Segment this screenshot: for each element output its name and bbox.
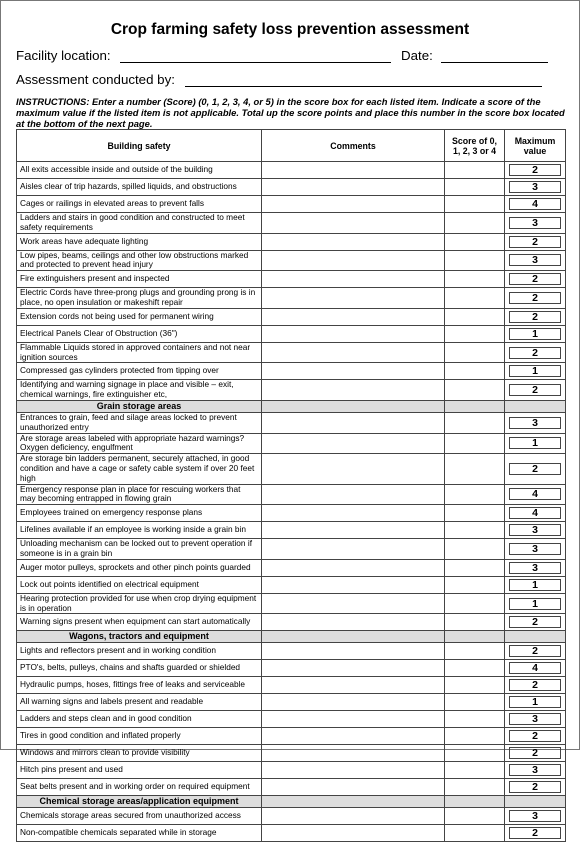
table-row	[17, 762, 566, 779]
comment-cell[interactable]	[262, 162, 445, 179]
item-text: Hearing protection provided for use when crop drying equipment is in operation	[17, 593, 262, 614]
max-value-cell	[505, 643, 566, 660]
max-value: 3	[509, 524, 561, 536]
facility-label: Facility location:	[16, 48, 111, 63]
max-value-cell	[505, 484, 566, 505]
max-value-cell	[505, 728, 566, 745]
comment-cell[interactable]	[262, 762, 445, 779]
header-building-safety: Building safety	[17, 130, 262, 162]
section-empty-cell	[505, 631, 566, 643]
comment-cell[interactable]	[262, 484, 445, 505]
table-row	[17, 271, 566, 288]
table-row	[17, 412, 566, 433]
comment-cell[interactable]	[262, 660, 445, 677]
score-cell[interactable]	[445, 342, 505, 363]
max-value-cell	[505, 677, 566, 694]
item-text: Low pipes, beams, ceilings and other low obstructions marked and protected to prevent head injury	[17, 250, 262, 271]
score-cell[interactable]	[445, 825, 505, 842]
table-row	[17, 660, 566, 677]
max-value: 3	[509, 713, 561, 725]
item-text: Warning signs present when equipment can start automatically	[17, 614, 262, 631]
comment-cell[interactable]	[262, 179, 445, 196]
max-value-cell	[505, 342, 566, 363]
max-value: 2	[509, 311, 561, 323]
max-value: 1	[509, 437, 561, 449]
comment-cell[interactable]	[262, 196, 445, 213]
score-cell[interactable]	[445, 643, 505, 660]
item-text: Lock out points identified on electrical equipment	[17, 576, 262, 593]
table-row	[17, 593, 566, 614]
max-value: 3	[509, 181, 561, 193]
conducted-row	[16, 72, 542, 87]
max-value-cell	[505, 779, 566, 796]
table-row	[17, 694, 566, 711]
score-cell[interactable]	[445, 505, 505, 522]
score-cell[interactable]	[445, 779, 505, 796]
max-value: 2	[509, 616, 561, 628]
score-cell[interactable]	[445, 454, 505, 484]
comment-cell[interactable]	[262, 412, 445, 433]
table-row	[17, 288, 566, 309]
item-text: All warning signs and labels present and readable	[17, 694, 262, 711]
max-value: 2	[509, 463, 561, 475]
max-value: 4	[509, 507, 561, 519]
item-text: Hitch pins present and used	[17, 762, 262, 779]
score-cell[interactable]	[445, 614, 505, 631]
max-value-cell	[505, 522, 566, 539]
max-value-cell	[505, 614, 566, 631]
item-text: Are storage bin ladders permanent, securely attached, in good condition and have a cage or safety cable system if over 20 feet high	[17, 454, 262, 484]
comment-cell[interactable]	[262, 593, 445, 614]
comment-cell[interactable]	[262, 711, 445, 728]
max-value: 2	[509, 781, 561, 793]
table-row	[17, 539, 566, 560]
score-cell[interactable]	[445, 728, 505, 745]
max-value: 3	[509, 254, 561, 266]
comment-cell[interactable]	[262, 271, 445, 288]
item-text: Auger motor pulleys, sprockets and other pinch points guarded	[17, 559, 262, 576]
comment-cell[interactable]	[262, 325, 445, 342]
score-cell[interactable]	[445, 593, 505, 614]
section-header-row	[17, 400, 566, 412]
header-comments: Comments	[262, 130, 445, 162]
date-input-line[interactable]	[441, 48, 548, 63]
max-value-cell	[505, 162, 566, 179]
max-value-cell	[505, 505, 566, 522]
item-text: Seat belts present and in working order on required equipment	[17, 779, 262, 796]
section-empty-cell	[445, 400, 505, 412]
score-cell[interactable]	[445, 522, 505, 539]
table-row	[17, 162, 566, 179]
item-text: Employees trained on emergency response plans	[17, 505, 262, 522]
max-value-cell	[505, 380, 566, 401]
score-cell[interactable]	[445, 576, 505, 593]
comment-cell[interactable]	[262, 745, 445, 762]
comment-cell[interactable]	[262, 522, 445, 539]
section-empty-cell	[262, 631, 445, 643]
comment-cell[interactable]	[262, 728, 445, 745]
table-row	[17, 179, 566, 196]
max-value: 2	[509, 384, 561, 396]
item-text: Emergency response plan in place for rescuing workers that may becoming entrapped in flowing grain	[17, 484, 262, 505]
item-text: Chemicals storage areas secured from unauthorized access	[17, 808, 262, 825]
score-cell[interactable]	[445, 762, 505, 779]
comment-cell[interactable]	[262, 454, 445, 484]
max-value-cell	[505, 213, 566, 234]
max-value: 3	[509, 217, 561, 229]
conducted-label: Assessment conducted by:	[16, 72, 175, 87]
comment-cell[interactable]	[262, 677, 445, 694]
comment-cell[interactable]	[262, 825, 445, 842]
score-cell[interactable]	[445, 711, 505, 728]
score-cell[interactable]	[445, 484, 505, 505]
max-value: 2	[509, 236, 561, 248]
item-text: Hydraulic pumps, hoses, fittings free of leaks and serviceable	[17, 677, 262, 694]
comment-cell[interactable]	[262, 342, 445, 363]
table-row	[17, 325, 566, 342]
max-value: 2	[509, 347, 561, 359]
max-value-cell	[505, 660, 566, 677]
table-row	[17, 711, 566, 728]
max-value-cell	[505, 233, 566, 250]
comment-cell[interactable]	[262, 363, 445, 380]
table-row	[17, 576, 566, 593]
section-header-row	[17, 796, 566, 808]
comment-cell[interactable]	[262, 559, 445, 576]
max-value-cell	[505, 593, 566, 614]
max-value: 2	[509, 747, 561, 759]
table-row	[17, 559, 566, 576]
table-row	[17, 643, 566, 660]
max-value: 1	[509, 598, 561, 610]
table-row	[17, 522, 566, 539]
max-value-cell	[505, 559, 566, 576]
score-cell[interactable]	[445, 271, 505, 288]
max-value-cell	[505, 412, 566, 433]
item-text: Windows and mirrors clean to provide visibility	[17, 745, 262, 762]
score-cell[interactable]	[445, 213, 505, 234]
score-cell[interactable]	[445, 677, 505, 694]
table-row	[17, 779, 566, 796]
assessment-table	[16, 129, 566, 842]
table-row	[17, 380, 566, 401]
score-cell[interactable]	[445, 808, 505, 825]
comment-cell[interactable]	[262, 213, 445, 234]
max-value: 4	[509, 662, 561, 674]
max-value-cell	[505, 363, 566, 380]
item-text: Non-compatible chemicals separated while in storage	[17, 825, 262, 842]
comment-cell[interactable]	[262, 779, 445, 796]
item-text: Extension cords not being used for permanent wiring	[17, 308, 262, 325]
max-value-cell	[505, 539, 566, 560]
max-value-cell	[505, 762, 566, 779]
section-empty-cell	[505, 796, 566, 808]
table-row	[17, 454, 566, 484]
max-value-cell	[505, 288, 566, 309]
max-value: 1	[509, 579, 561, 591]
item-text: Aisles clear of trip hazards, spilled liquids, and obstructions	[17, 179, 262, 196]
header-maximum-value: Maximum value	[505, 130, 566, 162]
max-value-cell	[505, 454, 566, 484]
comment-cell[interactable]	[262, 505, 445, 522]
table-row	[17, 808, 566, 825]
section-empty-cell	[445, 631, 505, 643]
max-value: 2	[509, 164, 561, 176]
max-value-cell	[505, 433, 566, 454]
conducted-input-line[interactable]	[185, 72, 542, 87]
comment-cell[interactable]	[262, 308, 445, 325]
max-value-cell	[505, 271, 566, 288]
item-text: Ladders and stairs in good condition and constructed to meet safety requirements	[17, 213, 262, 234]
score-cell[interactable]	[445, 380, 505, 401]
max-value: 2	[509, 273, 561, 285]
score-cell[interactable]	[445, 745, 505, 762]
max-value-cell	[505, 308, 566, 325]
section-empty-cell	[262, 796, 445, 808]
item-text: Electric Cords have three-prong plugs and grounding prong is in place, no open insulation or makeshift repair	[17, 288, 262, 309]
score-cell[interactable]	[445, 162, 505, 179]
max-value: 2	[509, 679, 561, 691]
page-title: Crop farming safety loss prevention assessment	[110, 21, 470, 38]
item-text: Electrical Panels Clear of Obstruction (36")	[17, 325, 262, 342]
max-value: 2	[509, 730, 561, 742]
table-row	[17, 363, 566, 380]
max-value: 3	[509, 810, 561, 822]
table-row	[17, 728, 566, 745]
comment-cell[interactable]	[262, 233, 445, 250]
section-title: Wagons, tractors and equipment	[17, 631, 262, 643]
header-score: Score of 0, 1, 2, 3 or 4	[445, 130, 505, 162]
item-text: All exits accessible inside and outside of the building	[17, 162, 262, 179]
section-title: Chemical storage areas/application equipment	[17, 796, 262, 808]
score-cell[interactable]	[445, 694, 505, 711]
comment-cell[interactable]	[262, 433, 445, 454]
item-text: Unloading mechanism can be locked out to prevent operation if someone is in a grain bin	[17, 539, 262, 560]
table-row	[17, 233, 566, 250]
score-cell[interactable]	[445, 250, 505, 271]
item-text: Lights and reflectors present and in working condition	[17, 643, 262, 660]
date-label: Date:	[401, 48, 433, 63]
max-value-cell	[505, 711, 566, 728]
max-value: 3	[509, 417, 561, 429]
max-value: 3	[509, 562, 561, 574]
table-row	[17, 484, 566, 505]
comment-cell[interactable]	[262, 380, 445, 401]
max-value: 4	[509, 198, 561, 210]
score-cell[interactable]	[445, 233, 505, 250]
score-cell[interactable]	[445, 308, 505, 325]
section-title: Grain storage areas	[17, 400, 262, 412]
max-value-cell	[505, 325, 566, 342]
max-value: 1	[509, 696, 561, 708]
score-cell[interactable]	[445, 660, 505, 677]
item-text: Flammable Liquids stored in approved containers and not near ignition sources	[17, 342, 262, 363]
score-cell[interactable]	[445, 179, 505, 196]
score-cell[interactable]	[445, 288, 505, 309]
item-text: Lifelines available if an employee is working inside a grain bin	[17, 522, 262, 539]
table-row	[17, 342, 566, 363]
max-value: 4	[509, 488, 561, 500]
max-value: 3	[509, 543, 561, 555]
max-value: 2	[509, 292, 561, 304]
max-value-cell	[505, 808, 566, 825]
table-row	[17, 745, 566, 762]
item-text: Tires in good condition and inflated properly	[17, 728, 262, 745]
table-row	[17, 308, 566, 325]
comment-cell[interactable]	[262, 539, 445, 560]
item-text: Compressed gas cylinders protected from tipping over	[17, 363, 262, 380]
item-text: Entrances to grain, feed and silage areas locked to prevent unauthorized entry	[17, 412, 262, 433]
table-row	[17, 196, 566, 213]
max-value-cell	[505, 825, 566, 842]
max-value-cell	[505, 694, 566, 711]
score-cell[interactable]	[445, 325, 505, 342]
comment-cell[interactable]	[262, 694, 445, 711]
max-value-cell	[505, 745, 566, 762]
section-header-row	[17, 631, 566, 643]
item-text: PTO's, belts, pulleys, chains and shafts guarded or shielded	[17, 660, 262, 677]
facility-input-line[interactable]	[120, 48, 391, 63]
max-value: 3	[509, 764, 561, 776]
facility-row	[16, 48, 548, 63]
comment-cell[interactable]	[262, 808, 445, 825]
table-row	[17, 825, 566, 842]
score-cell[interactable]	[445, 559, 505, 576]
table-body	[17, 162, 566, 842]
item-text: Identifying and warning signage in place and visible – exit, chemical warnings, fire extinguisher etc,	[17, 380, 262, 401]
max-value-cell	[505, 250, 566, 271]
table-row	[17, 213, 566, 234]
score-cell[interactable]	[445, 196, 505, 213]
comment-cell[interactable]	[262, 614, 445, 631]
table-row	[17, 614, 566, 631]
max-value-cell	[505, 576, 566, 593]
instructions-text: INSTRUCTIONS: Enter a number (Score) (0, 1, 2, 3, 4, or 5) in the score box for each listed item. Indicate a score of the maximum value if the listed item is not applicable. Total up the score points and place this number in the score box located at the bottom of the next page.	[16, 96, 565, 129]
table-row	[17, 250, 566, 271]
max-value: 2	[509, 827, 561, 839]
section-empty-cell	[262, 400, 445, 412]
comment-cell[interactable]	[262, 643, 445, 660]
max-value: 2	[509, 645, 561, 657]
table-row	[17, 433, 566, 454]
table-row	[17, 505, 566, 522]
score-cell[interactable]	[445, 539, 505, 560]
comment-cell[interactable]	[262, 576, 445, 593]
item-text: Work areas have adequate lighting	[17, 233, 262, 250]
comment-cell[interactable]	[262, 288, 445, 309]
section-empty-cell	[445, 796, 505, 808]
max-value-cell	[505, 196, 566, 213]
max-value: 1	[509, 365, 561, 377]
item-text: Fire extinguishers present and inspected	[17, 271, 262, 288]
score-cell[interactable]	[445, 412, 505, 433]
max-value-cell	[505, 179, 566, 196]
score-cell[interactable]	[445, 433, 505, 454]
item-text: Are storage areas labeled with appropriate hazard warnings? Oxygen deficiency, engulfment	[17, 433, 262, 454]
item-text: Cages or railings in elevated areas to prevent falls	[17, 196, 262, 213]
max-value: 1	[509, 328, 561, 340]
item-text: Ladders and steps clean and in good condition	[17, 711, 262, 728]
section-empty-cell	[505, 400, 566, 412]
score-cell[interactable]	[445, 363, 505, 380]
table-row	[17, 677, 566, 694]
comment-cell[interactable]	[262, 250, 445, 271]
